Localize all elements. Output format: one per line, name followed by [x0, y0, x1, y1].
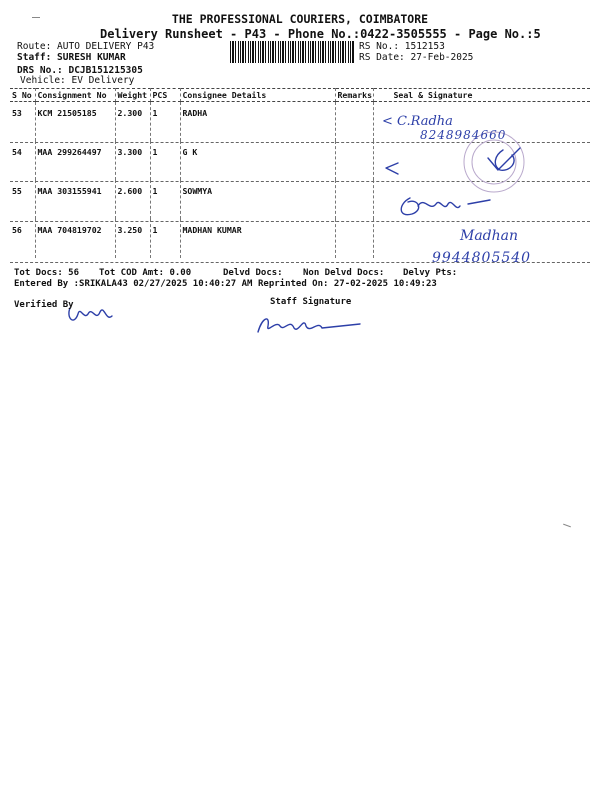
cell-consignee: RADHA [180, 102, 335, 142]
non-delivered-docs: Non Delvd Docs: [303, 268, 385, 278]
vehicle: Vehicle: EV Delivery [20, 75, 135, 86]
col-consignee: Consignee Details [180, 89, 335, 102]
chevron-mark-54 [386, 163, 398, 174]
total-cod: Tot COD Amt: 0.00 [99, 268, 192, 278]
cell-consignment: KCM 21505185 [35, 102, 115, 142]
staff: Staff: SURESH KUMAR [17, 52, 126, 63]
col-sno: S No [10, 89, 35, 102]
cell-consignment: MAA 704819702 [35, 219, 115, 258]
cell-weight: 2.600 [115, 180, 150, 219]
delivery-stamp-inner [472, 140, 516, 184]
verifier-signature [69, 308, 112, 320]
handwritten-phone-56: 9944805540 [432, 250, 532, 266]
signature-54 [495, 150, 514, 170]
delivery-points: Delvy Pts: [403, 268, 458, 278]
staff-signature-label: Staff Signature [270, 297, 352, 307]
handwritten-phone-53: 8248984660 [420, 128, 507, 142]
col-seal-signature: Seal & Signature [373, 89, 590, 102]
handwritten-name-56: Madhan [460, 228, 519, 244]
cell-weight: 3.250 [115, 219, 150, 258]
drs-number: DRS No.: DCJB151215305 [17, 65, 143, 76]
col-weight: Weight [115, 89, 150, 102]
cell-consignee: G K [180, 141, 335, 180]
cell-consignee: MADHAN KUMAR [180, 219, 335, 258]
cell-weight: 3.300 [115, 141, 150, 180]
cell-sno: 55 [10, 180, 35, 219]
rs-number: RS No.: 1512153 [359, 41, 445, 52]
signature-55 [401, 198, 490, 215]
verified-by-label: Verified By [14, 300, 74, 310]
reprinted-on: Reprinted On: 27-02-2025 10:49:23 [258, 279, 437, 289]
cell-consignment: MAA 303155941 [35, 180, 115, 219]
cell-consignment: MAA 299264497 [35, 141, 115, 180]
cell-weight: 2.300 [115, 102, 150, 142]
cell-sno: 56 [10, 219, 35, 258]
cell-pcs: 1 [150, 180, 180, 219]
col-consignment: Consignment No [35, 89, 115, 102]
cell-pcs: 1 [150, 102, 180, 142]
handwritten-recipient-53: < C.Radha [382, 114, 453, 129]
col-pcs: PCS [150, 89, 180, 102]
cell-pcs: 1 [150, 141, 180, 180]
entered-by: Entered By :SRIKALA43 02/27/2025 10:40:27 AM [14, 279, 253, 289]
total-docs: Tot Docs: 56 [14, 268, 80, 278]
cell-consignee: SOWMYA [180, 180, 335, 219]
delivered-docs: Delvd Docs: [223, 268, 283, 278]
rs-date: RS Date: 27-Feb-2025 [359, 52, 474, 63]
staff-signature-mark [258, 319, 360, 332]
cell-sno: 53 [10, 102, 35, 142]
cell-pcs: 1 [150, 219, 180, 258]
col-remarks: Remarks [335, 89, 373, 102]
route: Route: AUTO DELIVERY P43 [17, 41, 155, 52]
runsheet-title: Delivery Runsheet - P43 - Phone No.:0422-3505555 - Page No.:5 [100, 27, 541, 41]
company-name: THE PROFESSIONAL COURIERS, COIMBATORE [171, 12, 429, 26]
cell-sno: 54 [10, 141, 35, 180]
